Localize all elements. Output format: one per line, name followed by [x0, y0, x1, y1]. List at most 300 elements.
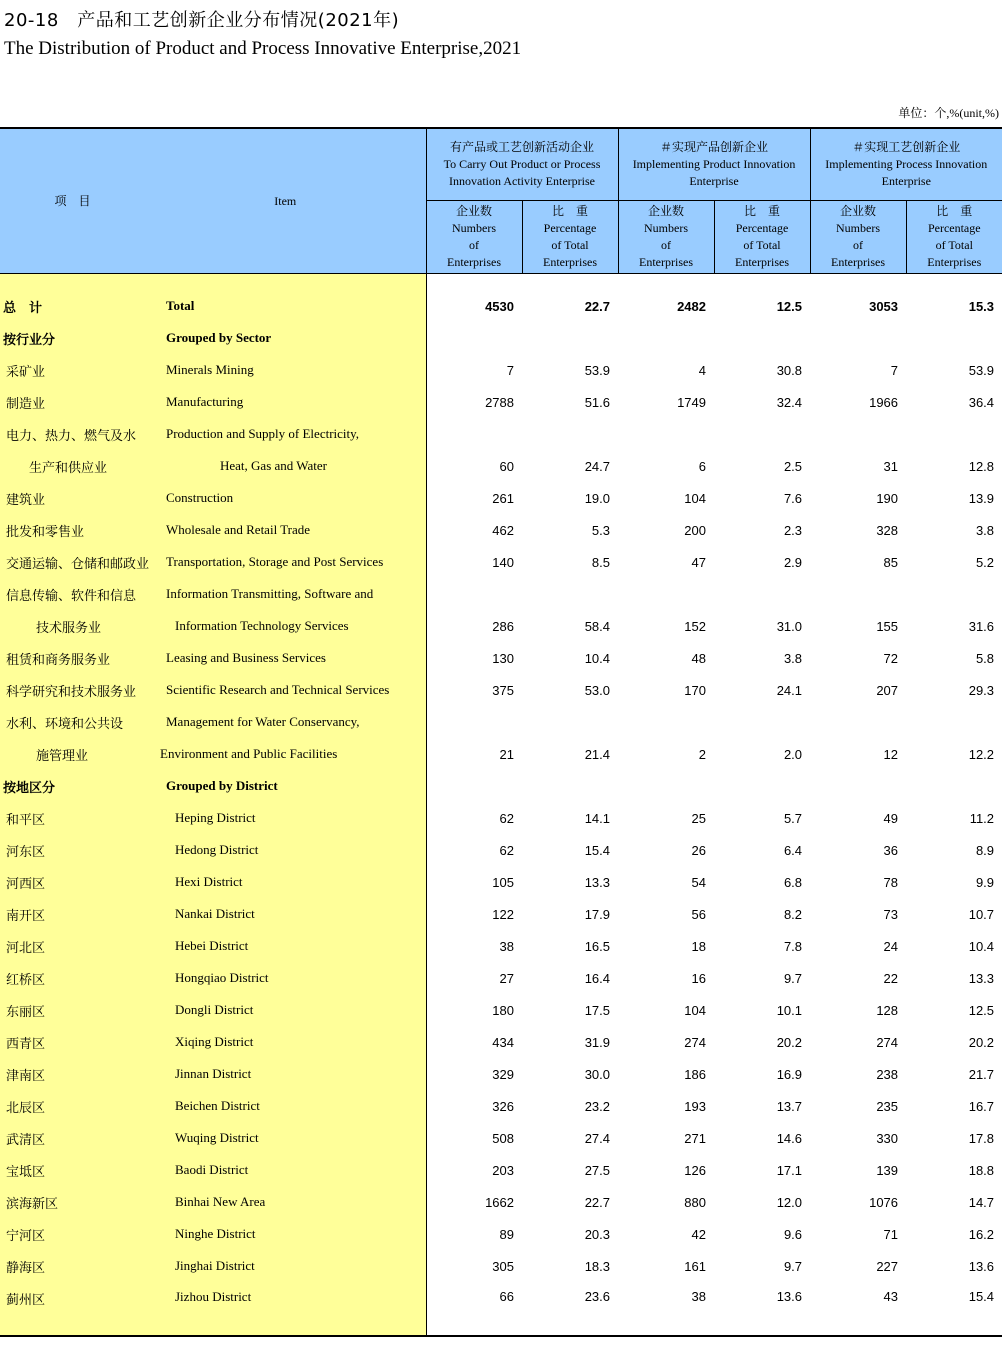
- value-cell: 12.5: [968, 1002, 995, 1018]
- row-label-cn: 东丽区: [0, 994, 145, 1026]
- table-row: [0, 738, 1002, 770]
- row-label-cn: 武清区: [0, 1122, 145, 1154]
- value-cell: 9.6: [783, 1226, 803, 1242]
- value-cell: [522, 578, 618, 610]
- spacer-cell: [0, 274, 145, 291]
- row-label-cn: 红桥区: [0, 962, 145, 994]
- value-cell: 161: [684, 1258, 706, 1274]
- value-cell: [522, 322, 618, 354]
- spacer-cell: [145, 274, 426, 291]
- spacer-cell: [522, 274, 618, 291]
- value-cell: 15.4: [906, 1282, 1002, 1336]
- value-cell: 2.9: [783, 554, 803, 570]
- row-label-cn: 河北区: [0, 930, 145, 962]
- table-row: [0, 930, 1002, 962]
- row-label-cn: 租赁和商务服务业: [0, 642, 145, 674]
- spacer-cell: [906, 274, 1002, 291]
- value-cell: 4: [698, 362, 706, 378]
- value-cell: 14.7: [968, 1194, 995, 1210]
- row-label-cn: 静海区: [0, 1250, 145, 1282]
- value-cell: 508: [426, 1122, 522, 1154]
- row-label-cn: 批发和零售业: [0, 514, 145, 546]
- value-cell: 2482: [677, 298, 706, 314]
- value-cell: 3053: [869, 298, 899, 314]
- row-label-en: Wuqing District: [145, 1122, 426, 1154]
- row-label-cn: 按地区分: [0, 770, 145, 802]
- value-cell: 16.4: [584, 970, 610, 986]
- value-cell: [714, 578, 810, 610]
- value-cell: 8.9: [975, 842, 995, 858]
- value-cell: [714, 706, 810, 738]
- value-cell: 24.7: [584, 458, 610, 474]
- table-row: [0, 514, 1002, 546]
- spacer-cell: [618, 274, 714, 291]
- value-cell: 330: [876, 1130, 899, 1146]
- value-cell: 21.7: [968, 1066, 995, 1082]
- value-cell: 305: [426, 1250, 522, 1282]
- value-cell: [906, 770, 1002, 802]
- value-cell: 18.3: [584, 1258, 610, 1274]
- value-cell: 66: [426, 1282, 522, 1336]
- value-cell: 10.4: [968, 938, 995, 954]
- value-cell: 271: [684, 1130, 706, 1146]
- value-cell: 1749: [677, 394, 706, 410]
- value-cell: 12: [883, 746, 899, 762]
- spacer-cell: [714, 274, 810, 291]
- row-label-cn: 南开区: [0, 898, 145, 930]
- value-cell: 85: [883, 554, 899, 570]
- row-label-cn: 信息传输、软件和信息: [0, 578, 145, 610]
- value-cell: 5.8: [975, 650, 995, 666]
- row-label-en: Leasing and Business Services: [145, 642, 426, 674]
- row-label-cn: 交通运输、仓储和邮政业: [0, 546, 145, 578]
- value-cell: 152: [684, 618, 706, 634]
- value-cell: 1966: [869, 394, 899, 410]
- header-sub-numbers: 企业数 Numbers of Enterprises: [426, 201, 522, 274]
- row-label-en: Xiqing District: [145, 1026, 426, 1058]
- row-label-cn: 和平区: [0, 802, 145, 834]
- value-cell: 26: [691, 842, 706, 858]
- value-cell: 36: [883, 842, 899, 858]
- value-cell: 14.1: [584, 810, 610, 826]
- value-cell: 25: [691, 810, 706, 826]
- value-cell: 22: [883, 970, 899, 986]
- value-cell: 16.2: [968, 1226, 995, 1242]
- value-cell: 36.4: [968, 394, 995, 410]
- value-cell: [426, 706, 522, 738]
- spacer-cell: [810, 274, 906, 291]
- value-cell: 16: [691, 970, 706, 986]
- table-row: [0, 1058, 1002, 1090]
- value-cell: [522, 770, 618, 802]
- row-label-en: Grouped by Sector: [145, 322, 426, 354]
- table-row: [0, 1218, 1002, 1250]
- value-cell: 155: [876, 618, 899, 634]
- value-cell: 13.9: [968, 490, 995, 506]
- table-row: [0, 354, 1002, 386]
- value-cell: [906, 706, 1002, 738]
- value-cell: 9.9: [975, 874, 995, 890]
- value-cell: [906, 322, 1002, 354]
- row-label-en: Jinghai District: [145, 1250, 426, 1282]
- value-cell: 27.4: [584, 1130, 610, 1146]
- value-cell: [810, 578, 906, 610]
- value-cell: 104: [684, 1002, 706, 1018]
- value-cell: [426, 418, 522, 450]
- page-title-en: The Distribution of Product and Process Innovative Enterprise,2021: [4, 38, 522, 59]
- value-cell: 235: [876, 1098, 899, 1114]
- header-sub-percentage: 比 重 Percentage of Total Enterprises: [522, 201, 618, 274]
- value-cell: 13.3: [584, 874, 610, 890]
- row-label-en: Minerals Mining: [145, 354, 426, 386]
- table-row: [0, 898, 1002, 930]
- page-title-cn: 20-18 产品和工艺创新企业分布情况(2021年): [4, 10, 400, 31]
- value-cell: 72: [883, 650, 899, 666]
- table-row: [0, 322, 1002, 354]
- table-body: [0, 274, 1002, 1337]
- table-row: [0, 834, 1002, 866]
- row-label-cn: 生产和供应业: [0, 450, 145, 482]
- value-cell: 13.7: [776, 1098, 803, 1114]
- value-cell: 16.7: [968, 1098, 995, 1114]
- value-cell: 10.7: [968, 906, 995, 922]
- value-cell: 27: [426, 962, 522, 994]
- row-label-en: Total: [145, 290, 426, 322]
- value-cell: 7: [890, 362, 899, 378]
- value-cell: [522, 706, 618, 738]
- value-cell: 329: [426, 1058, 522, 1090]
- row-label-cn: 建筑业: [0, 482, 145, 514]
- value-cell: 24.1: [776, 682, 803, 698]
- table-row: [0, 546, 1002, 578]
- value-cell: [426, 770, 522, 802]
- value-cell: 58.4: [584, 618, 610, 634]
- value-cell: 30.8: [776, 362, 803, 378]
- row-label-cn: 按行业分: [0, 322, 145, 354]
- value-cell: 170: [684, 682, 706, 698]
- table-row: [0, 1154, 1002, 1186]
- header-group-product-innovation: ＃实现产品创新企业 Implementing Product Innovation Enterprise: [618, 128, 810, 201]
- value-cell: 17.5: [584, 1002, 610, 1018]
- value-cell: 326: [426, 1090, 522, 1122]
- spacer-row: [0, 274, 1002, 291]
- value-cell: 104: [684, 490, 706, 506]
- value-cell: 274: [876, 1034, 899, 1050]
- value-cell: 6.8: [783, 874, 803, 890]
- value-cell: 227: [876, 1258, 899, 1274]
- table-row: [0, 578, 1002, 610]
- row-label-cn: 宁河区: [0, 1218, 145, 1250]
- row-label-en: Hexi District: [145, 866, 426, 898]
- value-cell: [714, 770, 810, 802]
- value-cell: 261: [426, 482, 522, 514]
- value-cell: 23.2: [584, 1098, 610, 1114]
- header-sub-numbers: 企业数 Numbers of Enterprises: [810, 201, 906, 274]
- value-cell: 105: [426, 866, 522, 898]
- row-label-cn: 蓟州区: [0, 1282, 145, 1336]
- table-row: [0, 1122, 1002, 1154]
- value-cell: 880: [684, 1194, 706, 1210]
- value-cell: 19.0: [584, 490, 610, 506]
- table-row: [0, 706, 1002, 738]
- value-cell: 2.0: [783, 746, 803, 762]
- table-row: [0, 290, 1002, 322]
- row-label-en: Production and Supply of Electricity,: [145, 418, 426, 450]
- value-cell: 20.2: [968, 1034, 995, 1050]
- value-cell: 18: [691, 938, 706, 954]
- value-cell: 7.6: [783, 490, 803, 506]
- value-cell: 4530: [426, 290, 522, 322]
- value-cell: 15.4: [584, 842, 610, 858]
- value-cell: 3.8: [783, 650, 803, 666]
- value-cell: [714, 418, 810, 450]
- value-cell: 71: [883, 1226, 899, 1242]
- data-table: [0, 127, 1002, 1337]
- value-cell: 328: [876, 522, 899, 538]
- value-cell: 5.2: [975, 554, 995, 570]
- value-cell: 9.7: [783, 970, 803, 986]
- row-label-cn: 河西区: [0, 866, 145, 898]
- value-cell: 43: [810, 1282, 906, 1336]
- row-label-cn: 技术服务业: [0, 610, 145, 642]
- value-cell: 31.6: [968, 618, 995, 634]
- value-cell: 6.4: [783, 842, 803, 858]
- table-row: [0, 642, 1002, 674]
- value-cell: 60: [426, 450, 522, 482]
- header-group-innovation-activity: 有产品或工艺创新活动企业 To Carry Out Product or Process Innovation Activity Enterprise: [426, 128, 618, 201]
- value-cell: 32.4: [776, 394, 803, 410]
- value-cell: 12.8: [968, 458, 995, 474]
- table-row: [0, 962, 1002, 994]
- row-label-en: Jinnan District: [145, 1058, 426, 1090]
- value-cell: 53.0: [584, 682, 610, 698]
- header-group-process-innovation: ＃实现工艺创新企业 Implementing Process Innovation Enterprise: [810, 128, 1002, 201]
- value-cell: 20.2: [776, 1034, 803, 1050]
- value-cell: 122: [426, 898, 522, 930]
- row-label-cn: 津南区: [0, 1058, 145, 1090]
- row-label-cn: 河东区: [0, 834, 145, 866]
- value-cell: 20.3: [584, 1226, 610, 1242]
- value-cell: [426, 578, 522, 610]
- row-label-en: Heat, Gas and Water: [145, 450, 426, 482]
- value-cell: 3.8: [975, 522, 995, 538]
- value-cell: 22.7: [584, 298, 610, 314]
- value-cell: [810, 706, 906, 738]
- row-label-cn: 西青区: [0, 1026, 145, 1058]
- spacer-cell: [426, 274, 522, 291]
- row-label-cn: 制造业: [0, 386, 145, 418]
- value-cell: 24: [883, 938, 899, 954]
- value-cell: [810, 418, 906, 450]
- value-cell: 48: [691, 650, 706, 666]
- row-label-en: Construction: [145, 482, 426, 514]
- value-cell: 238: [876, 1066, 899, 1082]
- table-row: [0, 1186, 1002, 1218]
- value-cell: 38: [618, 1282, 714, 1336]
- value-cell: 12.2: [968, 746, 995, 762]
- row-label-cn: 水利、环境和公共设: [0, 706, 145, 738]
- value-cell: 14.6: [776, 1130, 803, 1146]
- value-cell: 89: [426, 1218, 522, 1250]
- table-row: [0, 866, 1002, 898]
- value-cell: 27.5: [584, 1162, 610, 1178]
- value-cell: 7: [426, 354, 522, 386]
- value-cell: 130: [426, 642, 522, 674]
- value-cell: 54: [691, 874, 706, 890]
- value-cell: 2.3: [783, 522, 803, 538]
- row-label-cn: 采矿业: [0, 354, 145, 386]
- value-cell: 2788: [426, 386, 522, 418]
- value-cell: 49: [883, 810, 899, 826]
- value-cell: 2: [698, 746, 706, 762]
- value-cell: 15.3: [968, 298, 995, 314]
- value-cell: 193: [684, 1098, 706, 1114]
- value-cell: 53.9: [968, 362, 995, 378]
- header-item-en: Item: [145, 128, 426, 274]
- row-label-en: Hedong District: [145, 834, 426, 866]
- value-cell: 47: [691, 554, 706, 570]
- value-cell: 62: [426, 802, 522, 834]
- row-label-en: Information Transmitting, Software and: [145, 578, 426, 610]
- row-label-cn: 科学研究和技术服务业: [0, 674, 145, 706]
- value-cell: 8.5: [591, 554, 610, 570]
- value-cell: 38: [426, 930, 522, 962]
- value-cell: 186: [684, 1066, 706, 1082]
- row-label-en: Dongli District: [145, 994, 426, 1026]
- value-cell: 6: [698, 458, 706, 474]
- value-cell: 286: [426, 610, 522, 642]
- table-row: [0, 994, 1002, 1026]
- value-cell: 2.5: [783, 458, 803, 474]
- value-cell: 462: [426, 514, 522, 546]
- table-row: [0, 1090, 1002, 1122]
- value-cell: 16.9: [776, 1066, 803, 1082]
- value-cell: 53.9: [584, 362, 610, 378]
- value-cell: 42: [691, 1226, 706, 1242]
- value-cell: 5.7: [783, 810, 803, 826]
- value-cell: 18.8: [968, 1162, 995, 1178]
- unit-label: 单位：个,%(unit,%): [898, 106, 999, 120]
- value-cell: 78: [883, 874, 899, 890]
- value-cell: 126: [684, 1162, 706, 1178]
- row-label-en: Ninghe District: [145, 1218, 426, 1250]
- value-cell: 11.2: [969, 810, 995, 826]
- value-cell: 8.2: [783, 906, 803, 922]
- value-cell: [810, 770, 906, 802]
- header-sub-percentage: 比 重 Percentage of Total Enterprises: [714, 201, 810, 274]
- value-cell: 17.1: [776, 1162, 803, 1178]
- value-cell: 5.3: [591, 522, 610, 538]
- table-row: [0, 418, 1002, 450]
- table-row: [0, 770, 1002, 802]
- value-cell: 375: [426, 674, 522, 706]
- value-cell: 10.4: [584, 650, 610, 666]
- value-cell: 1662: [426, 1186, 522, 1218]
- value-cell: 10.1: [776, 1002, 803, 1018]
- value-cell: 73: [883, 906, 899, 922]
- value-cell: 13.3: [968, 970, 995, 986]
- value-cell: [714, 322, 810, 354]
- value-cell: 12.5: [776, 298, 803, 314]
- row-label-en: Manufacturing: [145, 386, 426, 418]
- value-cell: [618, 770, 714, 802]
- value-cell: 13.6: [714, 1282, 810, 1336]
- row-label-en: Beichen District: [145, 1090, 426, 1122]
- value-cell: 203: [426, 1154, 522, 1186]
- value-cell: 51.6: [584, 394, 610, 410]
- value-cell: 31.0: [776, 618, 803, 634]
- row-label-en: Jizhou District: [145, 1282, 426, 1336]
- row-label-en: Scientific Research and Technical Services: [145, 674, 426, 706]
- value-cell: 7.8: [783, 938, 803, 954]
- value-cell: 17.9: [584, 906, 610, 922]
- value-cell: 200: [684, 522, 706, 538]
- value-cell: 140: [426, 546, 522, 578]
- header-sub-numbers: 企业数 Numbers of Enterprises: [618, 201, 714, 274]
- value-cell: 21.4: [584, 746, 610, 762]
- value-cell: 17.8: [968, 1130, 995, 1146]
- row-label-en: Management for Water Conservancy,: [145, 706, 426, 738]
- row-label-cn: 滨海新区: [0, 1186, 145, 1218]
- value-cell: [618, 706, 714, 738]
- table-row: [0, 386, 1002, 418]
- value-cell: 128: [876, 1002, 899, 1018]
- row-label-en: Hebei District: [145, 930, 426, 962]
- value-cell: [906, 578, 1002, 610]
- row-label-cn: 北辰区: [0, 1090, 145, 1122]
- table-header: [0, 128, 1002, 274]
- value-cell: 30.0: [584, 1066, 610, 1082]
- value-cell: 434: [426, 1026, 522, 1058]
- value-cell: [522, 418, 618, 450]
- row-label-en: Nankai District: [145, 898, 426, 930]
- row-label-en: Wholesale and Retail Trade: [145, 514, 426, 546]
- value-cell: 190: [876, 490, 899, 506]
- row-label-en: Information Technology Services: [145, 610, 426, 642]
- table-row: [0, 1282, 1002, 1336]
- value-cell: 12.0: [776, 1194, 803, 1210]
- row-label-cn: 宝坻区: [0, 1154, 145, 1186]
- value-cell: 1076: [869, 1194, 899, 1210]
- value-cell: [426, 322, 522, 354]
- value-cell: [906, 418, 1002, 450]
- value-cell: [618, 578, 714, 610]
- value-cell: 29.3: [968, 682, 995, 698]
- row-label-en: Hongqiao District: [145, 962, 426, 994]
- value-cell: 180: [426, 994, 522, 1026]
- row-label-en: Environment and Public Facilities: [145, 738, 426, 770]
- value-cell: 139: [876, 1162, 899, 1178]
- value-cell: 21: [426, 738, 522, 770]
- value-cell: 207: [876, 682, 899, 698]
- value-cell: 62: [426, 834, 522, 866]
- value-cell: 56: [691, 906, 706, 922]
- table-row: [0, 802, 1002, 834]
- row-label-en: Grouped by District: [145, 770, 426, 802]
- table-row: [0, 674, 1002, 706]
- value-cell: 13.6: [968, 1258, 995, 1274]
- table-row: [0, 482, 1002, 514]
- value-cell: 31: [883, 458, 899, 474]
- value-cell: 274: [684, 1034, 706, 1050]
- row-label-cn: 总 计: [0, 290, 145, 322]
- value-cell: 9.7: [783, 1258, 803, 1274]
- row-label-en: Binhai New Area: [145, 1186, 426, 1218]
- header-sub-percentage: 比 重 Percentage of Total Enterprises: [906, 201, 1002, 274]
- header-item-cn: 项 目: [0, 128, 145, 274]
- value-cell: 31.9: [584, 1034, 610, 1050]
- table-row: [0, 1026, 1002, 1058]
